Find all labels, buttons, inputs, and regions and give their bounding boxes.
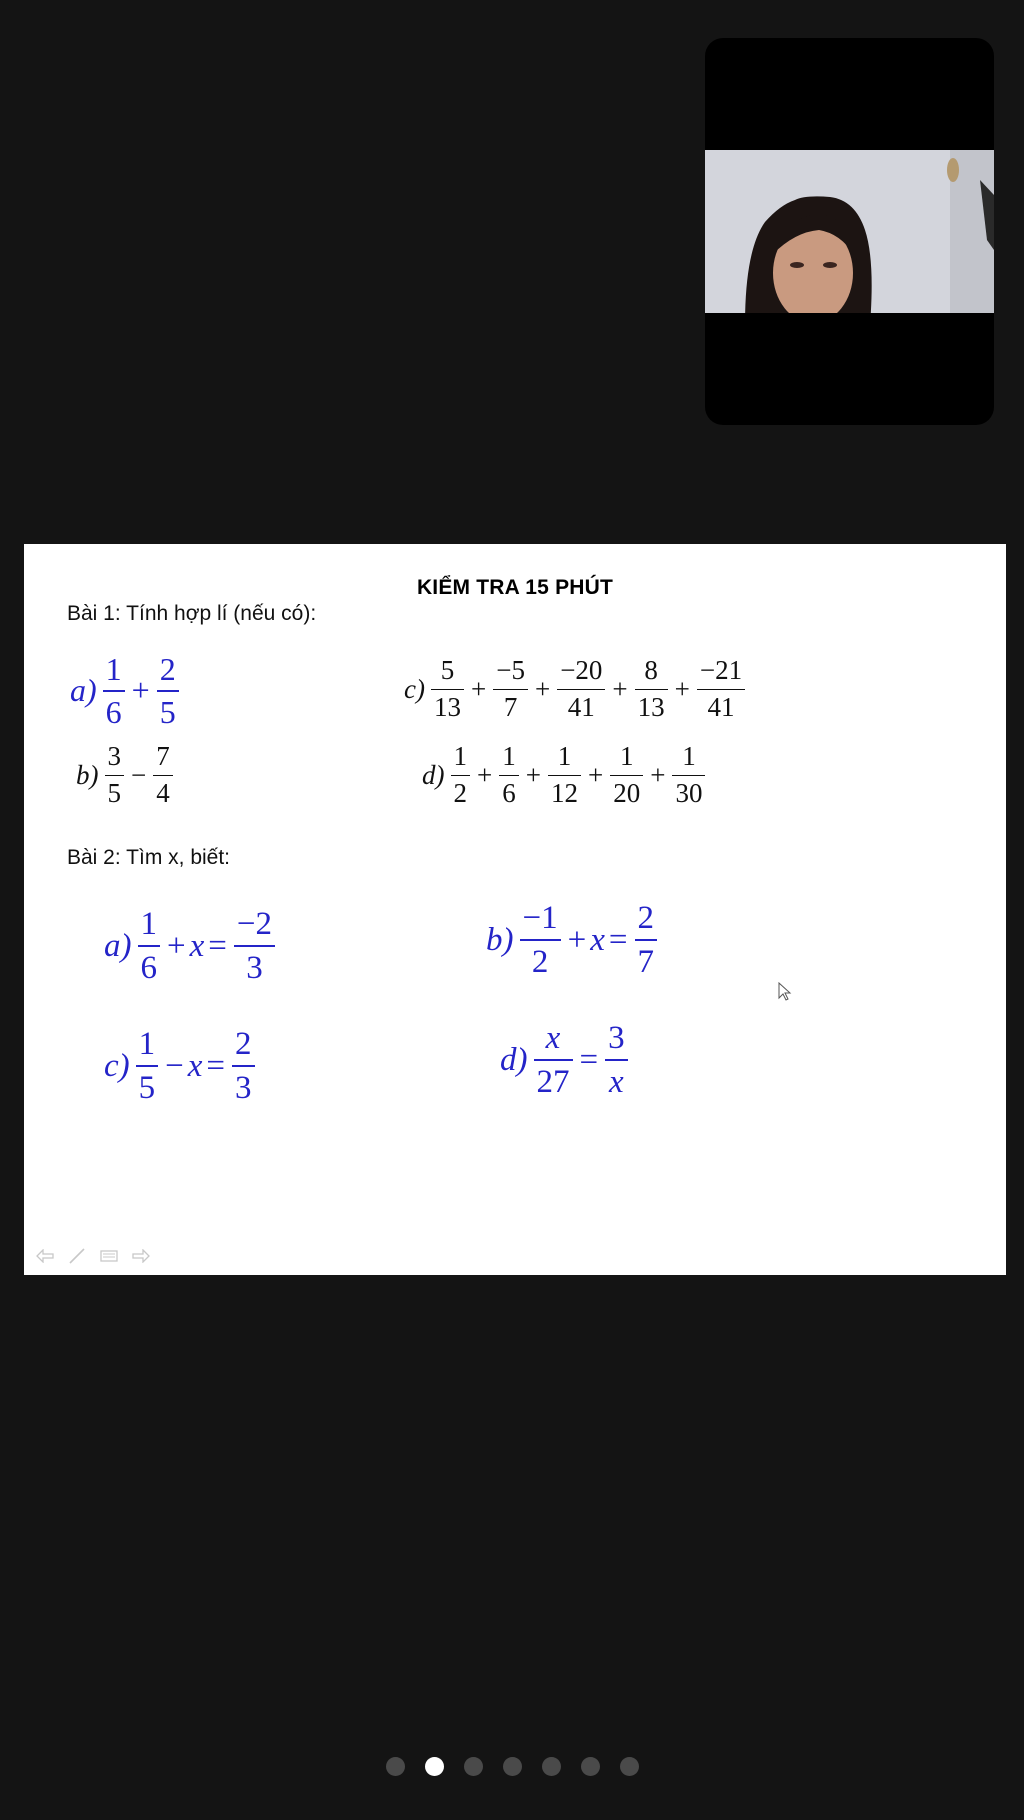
exercise-1c: c) $\frac{5}{13}$ + $\frac{-5}{7}$ + $\frac{-20}{41}$ + $\frac{8}{13}$ + $\frac{-21}{41}$ bbox=[404, 656, 748, 723]
exercise-2c: c) $\frac{1}{5}$ − x = $\frac{2}{3}$ bbox=[104, 1026, 258, 1106]
page-dot-4[interactable] bbox=[503, 1757, 522, 1776]
page-dot-7[interactable] bbox=[620, 1757, 639, 1776]
exercise-1d: d) $\frac{1}{2}$ + $\frac{1}{6}$ + $\frac{1}{12}$ + $\frac{1}{20}$ + $\frac{1}{30}$ bbox=[422, 742, 708, 809]
shared-slide bbox=[24, 544, 1006, 1275]
page-dot-5[interactable] bbox=[542, 1757, 561, 1776]
exercise-2a: a) $\frac{1}{6}$ + x = $\frac{-2}{3}$ bbox=[104, 906, 278, 986]
exercise-2b: b) $\frac{-1}{2}$ + x = $\frac{2}{7}$ bbox=[486, 900, 660, 980]
arrow-left-icon[interactable] bbox=[34, 1247, 56, 1265]
participant-video-tile[interactable] bbox=[705, 38, 994, 425]
section-1-heading: Bài 1: Tính hợp lí (nếu có): bbox=[67, 602, 317, 625]
arrow-right-icon[interactable] bbox=[130, 1247, 152, 1265]
exercise-1a: a) $\frac{1}{6}$ + $\frac{2}{5}$ bbox=[70, 652, 182, 730]
participant-image bbox=[705, 150, 994, 313]
pen-icon[interactable] bbox=[66, 1247, 88, 1265]
exercise-1b: b) $\frac{3}{5}$ − $\frac{7}{4}$ bbox=[76, 742, 176, 809]
page-indicator bbox=[0, 1757, 1024, 1776]
page-dot-1[interactable] bbox=[386, 1757, 405, 1776]
section-2-heading: Bài 2: Tìm x, biết: bbox=[67, 846, 231, 869]
mouse-cursor-icon bbox=[778, 982, 792, 1002]
page-dot-6[interactable] bbox=[581, 1757, 600, 1776]
exercise-2d: d) $\frac{x}{27}$ = $\frac{3}{x}$ bbox=[500, 1020, 631, 1100]
menu-icon[interactable] bbox=[98, 1247, 120, 1265]
page-dot-2-active[interactable] bbox=[425, 1757, 444, 1776]
slide-title: KIỂM TRA 15 PHÚT bbox=[416, 576, 614, 599]
participant-video bbox=[705, 150, 994, 313]
page-dot-3[interactable] bbox=[464, 1757, 483, 1776]
slide-toolbar bbox=[34, 1247, 152, 1265]
